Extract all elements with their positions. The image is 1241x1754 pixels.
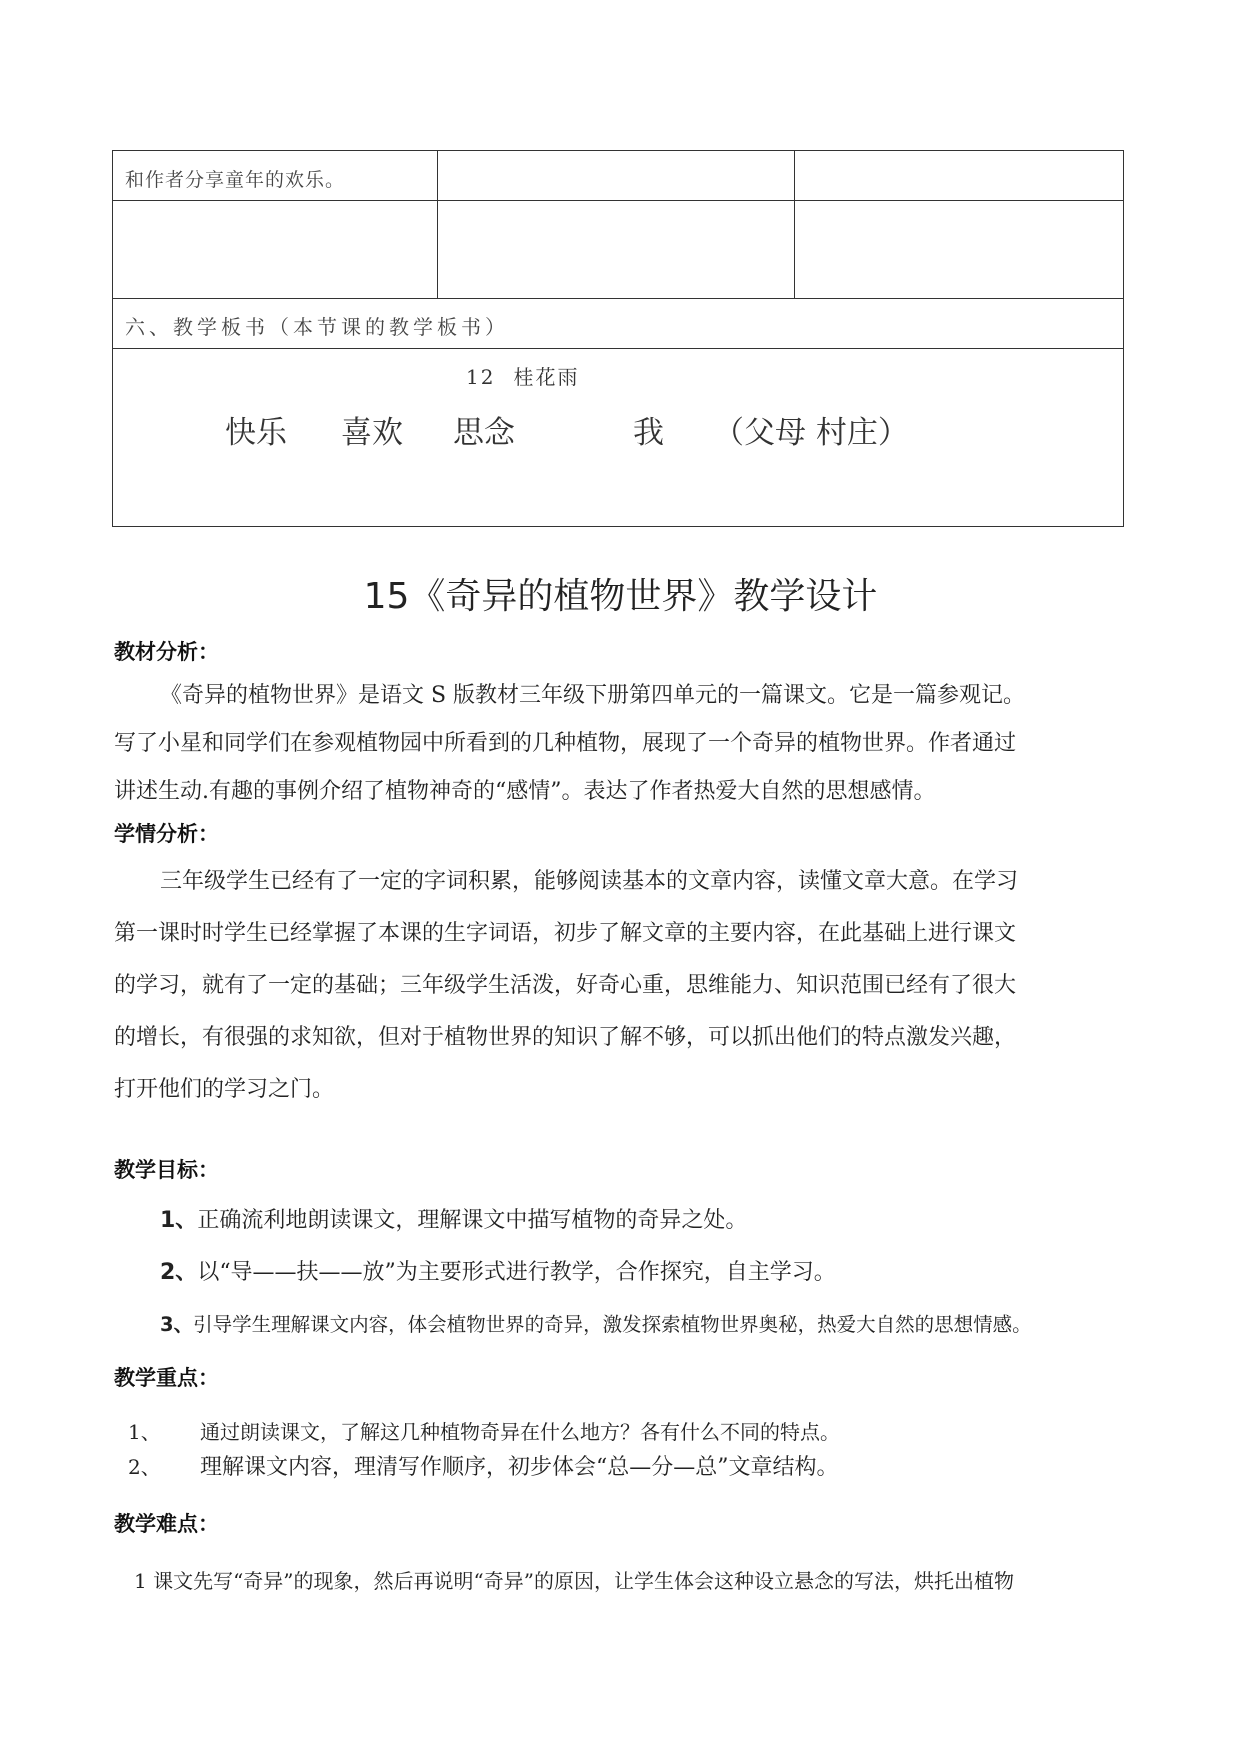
paragraph-line: 写了小星和同学们在参观植物园中所看到的几种植物，展现了一个奇异的植物世界。作者通过 [114,731,1017,756]
paragraph-line: 的增长，有很强的求知欲，但对于植物世界的知识了解不够，可以抓出他们的特点激发兴趣， [114,1025,1017,1050]
difficulty-line: 1 课文先写“奇异”的现象，然后再说明“奇异”的原因，让学生体会这种设立悬念的写法，烘托出植物 [134,1569,1014,1593]
board-lesson-title: 桂花雨 [513,365,580,389]
key-point-number: 1、 [128,1420,161,1444]
board-title [466,361,579,390]
material-analysis-heading: 教材分析： [114,640,219,664]
objective-item [160,1255,836,1286]
objective-item [160,1203,747,1234]
objectives-heading: 教学目标： [114,1158,219,1182]
table-cell [113,201,438,299]
blackboard-cell [113,349,1124,527]
paragraph-line: 第一课时时学生已经掌握了本课的生字词语，初步了解文章的主要内容，在此基础上进行课文 [114,921,1017,946]
board-word: 我 [633,415,664,451]
key-point-item [128,1450,839,1481]
table-cell [795,151,1124,201]
key-point-text: 理解课文内容，理清写作顺序，初步体会“总—分—总”文章结构。 [200,1455,839,1480]
table-cell [438,201,795,299]
board-word: 喜欢 [341,415,403,451]
lesson-table [112,150,1124,527]
section-six-heading: 六、教学板书（本节课的教学板书） [125,315,509,339]
board-word: 快乐 [225,415,287,451]
paragraph-line: 《奇异的植物世界》是语文 S 版教材三年级下册第四单元的一篇课文。它是一篇参观记。 [160,683,1026,708]
objective-item [160,1309,1032,1337]
key-point-number: 2、 [128,1455,161,1479]
paragraph-line: 讲述生动.有趣的事例介绍了植物神奇的“感情”。表达了作者热爱大自然的思想感情。 [114,779,936,804]
objective-text: 正确流利地朗读课文，理解课文中描写植物的奇异之处。 [197,1208,748,1233]
difficulties-heading: 教学难点： [114,1512,219,1536]
board-word: （父母 村庄） [713,415,909,451]
board-word: 思念 [453,415,515,451]
paragraph-line: 三年级学生已经有了一定的字词积累，能够阅读基本的文章内容，读懂文章大意。在学习 [160,869,1019,894]
paragraph-line: 打开他们的学习之门。 [114,1077,335,1102]
document-title: 15《奇异的植物世界》教学设计 [363,576,878,617]
board-number: 12 [466,365,496,389]
objective-number: 2、 [160,1260,198,1285]
key-points-heading: 教学重点： [114,1366,219,1390]
cell-text: 和作者分享童年的欢乐。 [125,169,346,191]
key-point-item [128,1416,840,1445]
key-point-text: 通过朗读课文，了解这几种植物奇异在什么地方？各有什么不同的特点。 [200,1420,840,1444]
table-cell [795,201,1124,299]
paragraph-line: 的学习，就有了一定的基础；三年级学生活泼，好奇心重，思维能力、知识范围已经有了很大 [114,973,1017,998]
objective-text: 以“导——扶——放”为主要形式进行教学，合作探究，自主学习。 [197,1260,836,1285]
table-cell [438,151,795,201]
material-analysis-paragraph [114,672,1134,816]
section-six-row [113,299,1124,349]
objective-number: 3、 [160,1313,194,1336]
student-analysis-paragraph [114,856,1134,1116]
objective-text: 引导学生理解课文内容，体会植物世界的奇异，激发探索植物世界奥秘，热爱大自然的思想情感。 [193,1313,1032,1336]
objective-number: 1、 [160,1208,198,1233]
table-cell [113,151,438,201]
student-analysis-heading: 学情分析： [114,822,219,846]
